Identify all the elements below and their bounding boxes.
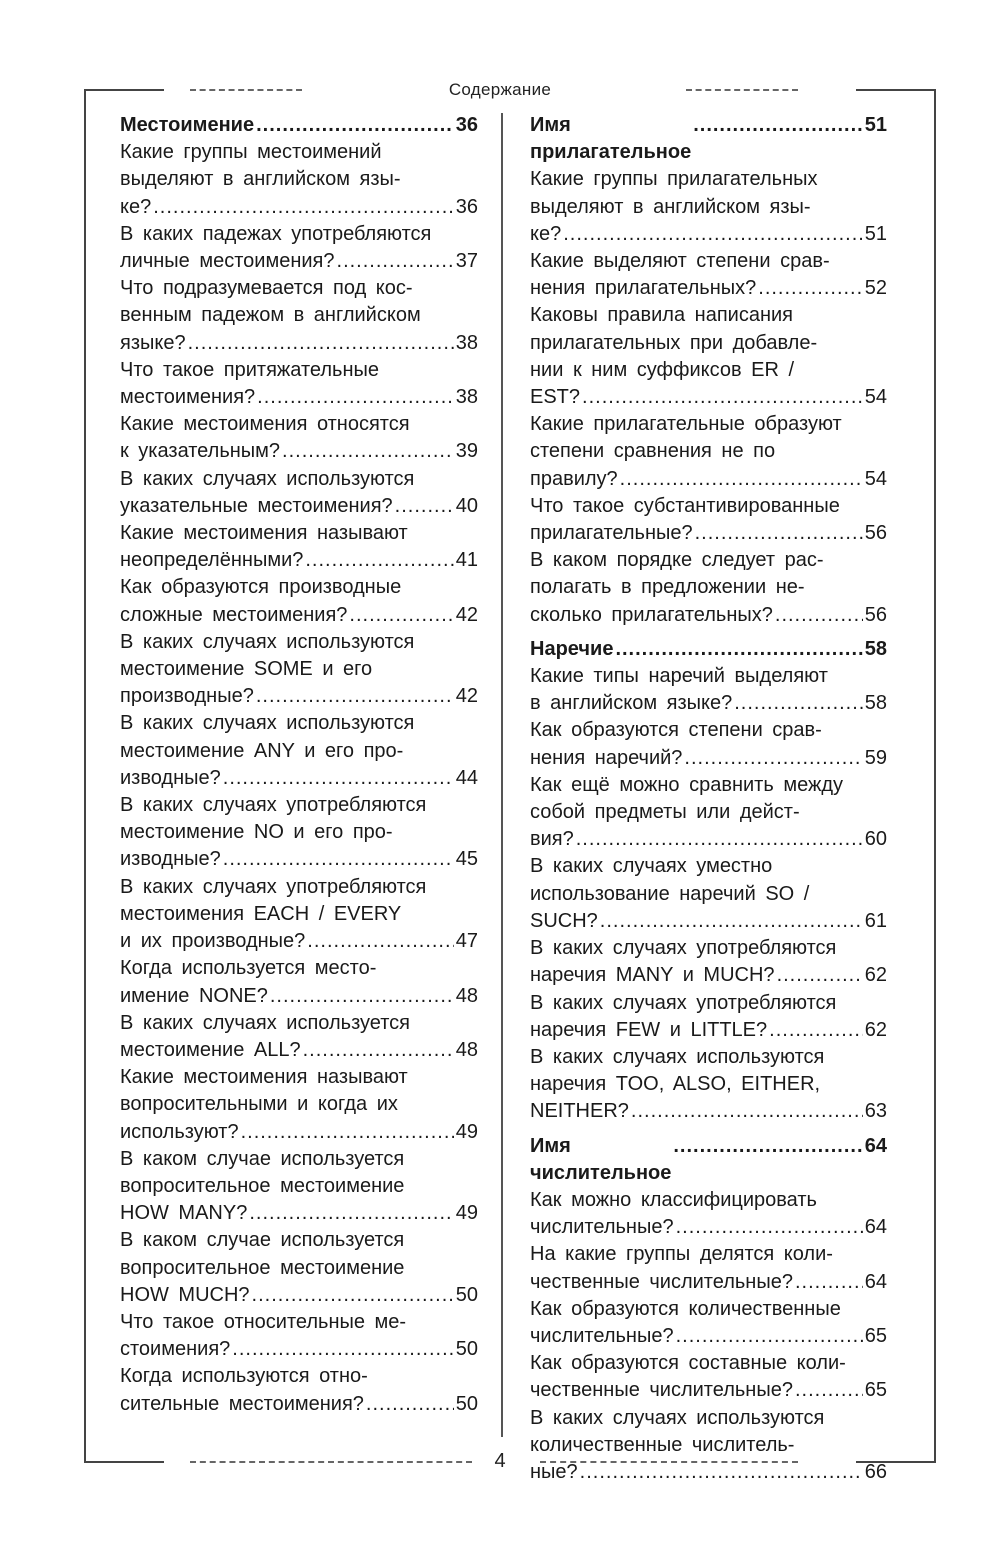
toc-entry-line: Когда используется место-: [120, 957, 377, 980]
toc-entry-text: к указательным?: [120, 440, 281, 463]
dot-leader: [795, 1377, 863, 1404]
toc-entry-page-number: 64: [864, 1216, 887, 1239]
dot-leader: [777, 962, 863, 989]
toc-entry-text: HOW MUCH?: [120, 1283, 250, 1306]
toc-entry-line: [530, 384, 887, 411]
toc-entry-line: прилагательных при добавле-: [530, 331, 818, 354]
toc-entry[interactable]: [120, 1227, 478, 1309]
toc-entry-line: Что такое относительные ме-: [120, 1310, 407, 1333]
toc-entry-line: Как образуются составные коли-: [530, 1352, 846, 1375]
dot-leader: [188, 330, 454, 357]
toc-entry-line: местоимение NO и его про-: [120, 821, 393, 844]
toc-entry-page-number: 51: [864, 222, 887, 245]
toc-entry-line: Как ещё можно сравнить между: [530, 773, 844, 796]
toc-entry[interactable]: [120, 792, 478, 874]
toc-entry-page-number: 49: [455, 1202, 478, 1225]
toc-entry-text: ке?: [120, 195, 152, 218]
toc-entry-text: наречия MANY и MUCH?: [530, 964, 775, 987]
toc-entry-text: указательные местоимения?: [120, 494, 393, 517]
toc-entry-text: правилу?: [530, 467, 618, 490]
toc-entry-line: Какие прилагательные образуют: [530, 413, 842, 436]
toc-entry-line: [120, 1336, 478, 1363]
toc-entry-text: используют?: [120, 1120, 239, 1143]
section-title[interactable]: [530, 636, 887, 663]
column-divider: [501, 113, 503, 1437]
toc-entry-line: [530, 221, 887, 248]
dot-leader: [693, 112, 863, 139]
toc-entry-line: Как можно классифицировать: [530, 1188, 817, 1211]
toc-entry-line: В каких случаях употребляются: [530, 991, 837, 1014]
toc-entry-page-number: 36: [455, 195, 478, 218]
toc-entry[interactable]: [530, 772, 887, 854]
toc-entry-line: [530, 908, 887, 935]
dot-leader: [307, 928, 453, 955]
toc-entry-page-number: 50: [455, 1338, 478, 1361]
toc-entry-line: В каких случаях используются: [120, 467, 415, 490]
toc-entry-text: числительные?: [530, 1324, 674, 1347]
toc-entry-line: Какие группы местоимений: [120, 141, 382, 164]
dot-leader: [305, 547, 453, 574]
toc-entry-text: местоимение ALL?: [120, 1038, 301, 1061]
dot-leader: [252, 1282, 454, 1309]
toc-entry[interactable]: [530, 935, 887, 989]
section-title-text: Местоимение: [120, 114, 255, 136]
toc-entry-line: вопросительное местоимение: [120, 1174, 405, 1197]
toc-entry-text: наречия FEW и LITTLE?: [530, 1018, 768, 1041]
section-page-number: 64: [864, 1134, 887, 1157]
toc-entry[interactable]: [120, 574, 478, 628]
toc-entry-page-number: 65: [864, 1379, 887, 1402]
toc-entry-page-number: 47: [455, 930, 478, 953]
toc-entry-text: и их производные?: [120, 930, 306, 953]
toc-entry-line: [120, 1282, 478, 1309]
toc-entry[interactable]: [530, 1044, 887, 1126]
toc-entry-line: В каких случаях используется: [120, 1011, 411, 1034]
toc-entry[interactable]: [530, 853, 887, 935]
toc-entry-line: количественные числитель-: [530, 1433, 795, 1456]
toc-entry-page-number: 50: [455, 1283, 478, 1306]
toc-entry-line: Как образуются производные: [120, 576, 402, 599]
toc-entry-page-number: 58: [864, 692, 887, 715]
toc-entry-text: ные?: [530, 1460, 578, 1483]
toc-entry[interactable]: [120, 629, 478, 711]
toc-entry-text: вия?: [530, 828, 574, 851]
toc-entry-line: В каких случаях используются: [530, 1045, 825, 1068]
toc-entry[interactable]: [120, 221, 478, 275]
dot-leader: [223, 765, 454, 792]
toc-entry-page-number: 42: [455, 685, 478, 708]
toc-entry-line: Что такое субстантивированные: [530, 494, 840, 517]
toc-entry-line: Как образуются степени срав-: [530, 719, 822, 742]
dot-leader: [256, 112, 454, 139]
toc-entry-line: использование наречий SO /: [530, 882, 810, 905]
section-title-text: Имя числительное: [530, 1134, 672, 1184]
toc-entry[interactable]: [530, 1405, 887, 1487]
toc-entry-text: числительные?: [530, 1216, 674, 1239]
dot-leader: [775, 602, 863, 629]
toc-entry-text: имение NONE?: [120, 984, 268, 1007]
toc-entry-text: изводные?: [120, 848, 221, 871]
toc-entry-line: В каких случаях используются: [530, 1406, 825, 1429]
toc-entry-page-number: 60: [864, 828, 887, 851]
toc-entry[interactable]: [120, 710, 478, 792]
toc-entry-text: сколько прилагательных?: [530, 603, 773, 626]
toc-entry-line: [120, 1119, 478, 1146]
toc-entry-text: чественные числительные?: [530, 1270, 793, 1293]
dot-leader: [241, 1119, 454, 1146]
toc-entry-line: [120, 1200, 478, 1227]
toc-entry[interactable]: [530, 493, 887, 547]
toc-entry-page-number: 44: [455, 766, 478, 789]
dot-leader: [769, 1017, 863, 1044]
toc-entry-line: В каких случаях используются: [120, 630, 415, 653]
toc-entry-page-number: 56: [864, 603, 887, 626]
toc-entry-line: Какие местоимения называют: [120, 1066, 408, 1089]
toc-entry-page-number: 40: [455, 494, 478, 517]
toc-entry[interactable]: [530, 1241, 887, 1295]
dot-leader: [684, 745, 862, 772]
toc-entry[interactable]: [120, 1064, 478, 1146]
toc-entry-page-number: 64: [864, 1270, 887, 1293]
toc-entry[interactable]: [120, 1309, 478, 1363]
toc-entry-line: В каких случаях уместно: [530, 855, 773, 878]
dot-leader: [303, 1037, 454, 1064]
section-title-text: Имя прилагательное: [530, 114, 692, 164]
toc-entry-line: [120, 330, 478, 357]
toc-entry-page-number: 38: [455, 386, 478, 409]
dot-leader: [257, 384, 454, 411]
toc-entry[interactable]: [530, 1350, 887, 1404]
dot-leader: [232, 1336, 453, 1363]
toc-entry-text: сительные местоимения?: [120, 1392, 364, 1415]
dot-leader: [256, 683, 454, 710]
toc-entry-line: [120, 602, 478, 629]
toc-entry-text: прилагательные?: [530, 522, 693, 545]
toc-entry-line: В каких случаях употребляются: [120, 794, 427, 817]
toc-entry-line: Какие местоимения называют: [120, 522, 408, 545]
toc-entry-page-number: 45: [455, 848, 478, 871]
toc-entry-line: полагать в предложении не-: [530, 576, 805, 599]
toc-entry-line: выделяют в английском язы-: [120, 168, 401, 191]
toc-entry[interactable]: [120, 466, 478, 520]
toc-entry-line: собой предметы или дейст-: [530, 801, 800, 824]
toc-entry-line: В каком порядке следует рас-: [530, 549, 824, 572]
toc-entry-page-number: 66: [864, 1460, 887, 1483]
toc-entry-page-number: 52: [864, 277, 887, 300]
toc-entry-page-number: 48: [455, 984, 478, 1007]
toc-entry-page-number: 48: [455, 1038, 478, 1061]
toc-entry-line: [530, 690, 887, 717]
toc-entry-text: изводные?: [120, 766, 221, 789]
toc-entry-line: [530, 745, 887, 772]
toc-entry[interactable]: [530, 302, 887, 411]
toc-section: [530, 636, 887, 1126]
toc-entry-page-number: 61: [864, 909, 887, 932]
toc-entry[interactable]: [120, 139, 478, 221]
toc-entry[interactable]: [120, 1146, 478, 1228]
toc-entry-line: [120, 493, 478, 520]
toc-entry-line: В каком случае используется: [120, 1229, 405, 1252]
toc-entry-line: [120, 983, 478, 1010]
toc-right-column: [530, 112, 887, 1493]
toc-entry-line: Какие местоимения относятся: [120, 413, 410, 436]
toc-entry-page-number: 56: [864, 522, 887, 545]
toc-entry-line: [530, 1323, 887, 1350]
dot-leader: [615, 636, 862, 663]
toc-entry-line: Что такое притяжательные: [120, 358, 379, 381]
section-page-number: 36: [455, 114, 478, 136]
dot-leader: [734, 690, 863, 717]
toc-entry-text: ке?: [530, 222, 562, 245]
toc-entry-line: [120, 1037, 478, 1064]
dot-leader: [153, 194, 454, 221]
toc-entry[interactable]: [120, 275, 478, 357]
dot-leader: [620, 466, 863, 493]
dot-leader: [282, 438, 454, 465]
toc-entry-line: нии к ним суффиксов ER /: [530, 358, 795, 381]
toc-entry-line: [120, 547, 478, 574]
toc-entry[interactable]: [530, 990, 887, 1044]
toc-entry-line: Какие типы наречий выделяют: [530, 665, 828, 688]
toc-entry-line: выделяют в английском язы-: [530, 195, 811, 218]
page-header-title: Содержание: [448, 80, 552, 99]
toc-entry-line: В каких падежах употребляются: [120, 222, 432, 245]
toc-entry-line: [530, 1098, 887, 1125]
dot-leader: [576, 826, 863, 853]
toc-entry-page-number: 54: [864, 386, 887, 409]
toc-entry-page-number: 62: [864, 1018, 887, 1041]
toc-entry-line: Как образуются количественные: [530, 1297, 841, 1320]
toc-entry[interactable]: [530, 1187, 887, 1241]
toc-section: [530, 1133, 887, 1487]
dot-leader: [223, 846, 454, 873]
toc-entry-line: На какие группы делятся коли-: [530, 1243, 833, 1266]
section-title[interactable]: [120, 112, 478, 139]
dot-leader: [695, 520, 863, 547]
toc-entry-text: нения прилагательных?: [530, 277, 757, 300]
toc-entry-text: чественные числительные?: [530, 1379, 793, 1402]
dot-leader: [563, 221, 863, 248]
toc-entry-page-number: 39: [455, 440, 478, 463]
toc-entry-line: [120, 846, 478, 873]
toc-entry-line: В каком случае используется: [120, 1147, 405, 1170]
toc-entry-page-number: 63: [864, 1100, 887, 1123]
dot-leader: [676, 1323, 863, 1350]
toc-entry-line: [120, 683, 478, 710]
toc-left-column: [120, 112, 478, 1425]
toc-entry-line: [120, 194, 478, 221]
toc-entry-page-number: 41: [455, 549, 478, 572]
toc-entry-line: Когда используются отно-: [120, 1365, 368, 1388]
toc-entry-line: В каких случаях используются: [120, 712, 415, 735]
toc-entry-text: неопределёнными?: [120, 549, 304, 572]
toc-entry[interactable]: [120, 955, 478, 1009]
dot-leader: [349, 602, 453, 629]
toc-entry-line: [530, 826, 887, 853]
toc-entry-text: производные?: [120, 685, 254, 708]
toc-entry-line: [120, 248, 478, 275]
toc-entry-page-number: 54: [864, 467, 887, 490]
toc-entry-line: Что подразумевается под кос-: [120, 277, 413, 300]
page-number: 4: [494, 1450, 506, 1472]
toc-entry-page-number: 42: [455, 603, 478, 626]
toc-entry-page-number: 62: [864, 964, 887, 987]
toc-entry-text: SUCH?: [530, 909, 598, 932]
toc-entry[interactable]: [530, 1296, 887, 1350]
dot-leader: [337, 248, 454, 275]
section-title-text: Наречие: [530, 637, 614, 660]
section-title[interactable]: [530, 1133, 887, 1187]
toc-entry[interactable]: [120, 357, 478, 411]
toc-entry-line: Какие выделяют степени срав-: [530, 250, 830, 273]
toc-entry-text: сложные местоимения?: [120, 603, 348, 626]
toc-section: [120, 112, 478, 1418]
toc-entry[interactable]: [120, 520, 478, 574]
dot-leader: [395, 493, 454, 520]
toc-entry-line: вопросительное местоимение: [120, 1256, 405, 1279]
toc-entry-text: языке?: [120, 331, 186, 354]
toc-entry[interactable]: [530, 717, 887, 771]
toc-entry-line: [530, 1377, 887, 1404]
toc-entry-line: [120, 928, 478, 955]
toc-entry-line: местоимение SOME и его: [120, 658, 373, 681]
toc-entry-page-number: 50: [455, 1392, 478, 1415]
toc-entry-line: [530, 962, 887, 989]
toc-entry-text: в английском языке?: [530, 692, 733, 715]
toc-entry-line: [120, 1391, 478, 1418]
dot-leader: [676, 1214, 863, 1241]
toc-entry-page-number: 37: [455, 250, 478, 273]
dot-leader: [600, 908, 863, 935]
toc-entry-text: личные местоимения?: [120, 250, 335, 273]
toc-entry[interactable]: [530, 663, 887, 717]
toc-entry-line: [530, 1017, 887, 1044]
toc-entry-line: В каких случаях употребляются: [120, 875, 427, 898]
toc-entry-line: [530, 1214, 887, 1241]
toc-entry-line: [530, 602, 887, 629]
toc-entry-line: наречия TOO, ALSO, EITHER,: [530, 1073, 821, 1096]
dot-leader: [366, 1391, 454, 1418]
toc-entry[interactable]: [120, 874, 478, 956]
toc-entry-line: [530, 466, 887, 493]
toc-entry-page-number: 38: [455, 331, 478, 354]
toc-entry[interactable]: [120, 1363, 478, 1417]
dot-leader: [673, 1133, 862, 1160]
section-page-number: 51: [864, 114, 887, 136]
toc-entry-line: венным падежом в английском: [120, 304, 421, 327]
toc-entry-page-number: 65: [864, 1324, 887, 1347]
toc-entry-page-number: 49: [455, 1120, 478, 1143]
toc-entry[interactable]: [530, 547, 887, 629]
toc-entry-text: NEITHER?: [530, 1100, 629, 1123]
toc-entry-line: [120, 765, 478, 792]
toc-entry-text: стоимения?: [120, 1338, 231, 1361]
toc-section: [530, 112, 887, 629]
dot-leader: [758, 275, 862, 302]
toc-entry-line: В каких случаях употребляются: [530, 937, 837, 960]
toc-entry-line: [530, 275, 887, 302]
toc-entry-line: Каковы правила написания: [530, 304, 793, 327]
toc-entry[interactable]: [120, 411, 478, 465]
toc-entry-text: местоимения?: [120, 386, 256, 409]
toc-entry[interactable]: [530, 166, 887, 248]
toc-entry-page-number: 59: [864, 746, 887, 769]
toc-entry[interactable]: [530, 411, 887, 493]
dot-leader: [795, 1269, 863, 1296]
dot-leader: [249, 1200, 453, 1227]
toc-entry-line: [120, 384, 478, 411]
toc-entry[interactable]: [530, 248, 887, 302]
toc-entry-line: Какие группы прилагательных: [530, 168, 818, 191]
toc-entry-line: местоимения EACH / EVERY: [120, 902, 402, 925]
dot-leader: [270, 983, 454, 1010]
toc-entry-text: HOW MANY?: [120, 1202, 248, 1225]
toc-entry[interactable]: [120, 1010, 478, 1064]
toc-entry-line: [530, 520, 887, 547]
toc-entry-line: [120, 438, 478, 465]
toc-entry-text: нения наречий?: [530, 746, 683, 769]
toc-entry-line: вопросительными и когда их: [120, 1093, 398, 1116]
toc-entry-line: [530, 1269, 887, 1296]
toc-entry-line: степени сравнения не по: [530, 440, 776, 463]
dot-leader: [631, 1098, 863, 1125]
dot-leader: [582, 384, 863, 411]
toc-entry-line: местоимение ANY и его про-: [120, 739, 404, 762]
section-page-number: 58: [864, 637, 887, 660]
toc-entry-text: EST?: [530, 386, 581, 409]
section-title[interactable]: [530, 112, 887, 166]
